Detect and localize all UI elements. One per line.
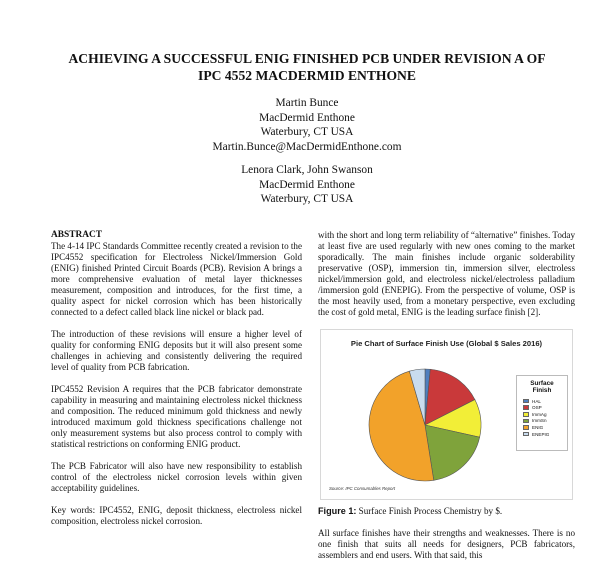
legend-swatch bbox=[523, 432, 529, 437]
legend-swatch bbox=[523, 425, 529, 430]
title-line: ACHIEVING A SUCCESSFUL ENIG FINISHED PCB UNDER REVISION A OF bbox=[68, 51, 546, 66]
legend-label: HAL bbox=[532, 398, 541, 404]
legend-item-immsn bbox=[523, 418, 567, 425]
author-name: Lenora Clark, John Swanson bbox=[241, 164, 373, 176]
author-name: Martin Bunce bbox=[275, 97, 339, 109]
author-block-primary bbox=[120, 96, 494, 154]
legend-items bbox=[517, 398, 567, 438]
figure-caption-text: Surface Finish Process Chemistry by $. bbox=[356, 506, 503, 516]
figure-caption bbox=[318, 506, 575, 517]
legend-swatch bbox=[523, 419, 529, 424]
figure-caption-label: Figure 1: bbox=[318, 506, 357, 516]
body-paragraph: The introduction of these revisions will ensure a higher level of quality for conforming ENIG deposits but it will also present some challenges in achieving and consistently delivering the required level of quality from PCB fabrication. bbox=[51, 329, 302, 372]
abstract-heading: ABSTRACT bbox=[51, 230, 103, 240]
chart-title: Pie Chart of Surface Finish Use (Global $ Sales 2016) bbox=[350, 339, 543, 348]
title-line: IPC 4552 MACDERMID ENTHONE bbox=[198, 68, 416, 83]
author-email[interactable]: Martin.Bunce@MacDermidEnthone.com bbox=[212, 140, 402, 153]
legend-label: ImmAg bbox=[532, 411, 547, 417]
figure-1-pie-chart bbox=[320, 329, 573, 500]
legend-title-line: Finish bbox=[532, 387, 552, 395]
chart-legend bbox=[516, 375, 568, 451]
legend-label: OSP bbox=[532, 405, 542, 411]
body-paragraph: All surface finishes have their strengths and weaknesses. There is no one finish that suits all needs for designers, PCB fabricators, assemblers and end users. With that said, this bbox=[318, 528, 575, 560]
author-block-secondary bbox=[120, 163, 494, 207]
body-paragraph: The PCB Fabricator will also have new responsibility to establish control of the electroless nickel corrosion levels within given acceptability guidelines. bbox=[51, 461, 302, 493]
chart-source-note: Source: IPC Consumables Report bbox=[329, 486, 396, 491]
right-column bbox=[318, 230, 575, 572]
abstract-paragraph: The 4-14 IPC Standards Committee recently created a revision to the IPC4552 specification for Electroless Nickel/Immersion Gold (ENIG) finished Printed Circuit Boards (PCB). Revision A brings a more comprehensive evaluation of metal layer thicknesses measurement, composition and introduces, for the first time, a quality aspect for nickel corrosion which has been historically connected to a defect called black line nickel or black pad. bbox=[51, 241, 303, 317]
legend-label: ENEPIG bbox=[532, 431, 550, 437]
author-location: Waterbury, CT USA bbox=[260, 193, 354, 206]
legend-label: ImmSn bbox=[532, 418, 547, 424]
author-location: Waterbury, CT USA bbox=[260, 126, 354, 139]
paper-title bbox=[40, 50, 574, 84]
left-column bbox=[51, 230, 302, 538]
keywords-paragraph: Key words: IPC4552, ENIG, deposit thickness, electroless nickel composition, electroless nickel corrosion. bbox=[51, 505, 302, 526]
legend-item-hal bbox=[523, 398, 567, 405]
legend-swatch bbox=[523, 412, 529, 417]
legend-label: ENIG bbox=[532, 424, 544, 430]
body-paragraph: with the short and long term reliability of “alternative” finishes. Today at least five are used regularly with new ones coming to the market sporadically. The main finishes include organic solderability preservative (OSP), immersion tin, immersion silver, electroless nickel/immersion gold, and electroless nickel/electroless palladium /immersion gold (ENEPIG). From the perspective of volume, OSP is the most heavily used, from a monetary perspective, even excluding the cost of gold metal, ENIG is the leading surface finish [2]. bbox=[318, 230, 575, 317]
body-paragraph: IPC4552 Revision A requires that the PCB fabricator demonstrate capability in measuring and maintaining electroless nickel thickness and composition. The reduced minimum gold thickness and newly introduced maximum gold thickness specifications challenge not only measurement systems but also process control to comply with statistical restrictions on conforming ENIG product. bbox=[51, 384, 302, 449]
legend-swatch bbox=[523, 399, 529, 404]
legend-swatch bbox=[523, 405, 529, 410]
legend-title-line: Surface bbox=[530, 380, 554, 387]
author-affiliation: MacDermid Enthone bbox=[259, 178, 355, 191]
legend-item-enepig bbox=[523, 431, 567, 438]
author-affiliation: MacDermid Enthone bbox=[259, 111, 355, 124]
legend-title bbox=[517, 376, 567, 395]
